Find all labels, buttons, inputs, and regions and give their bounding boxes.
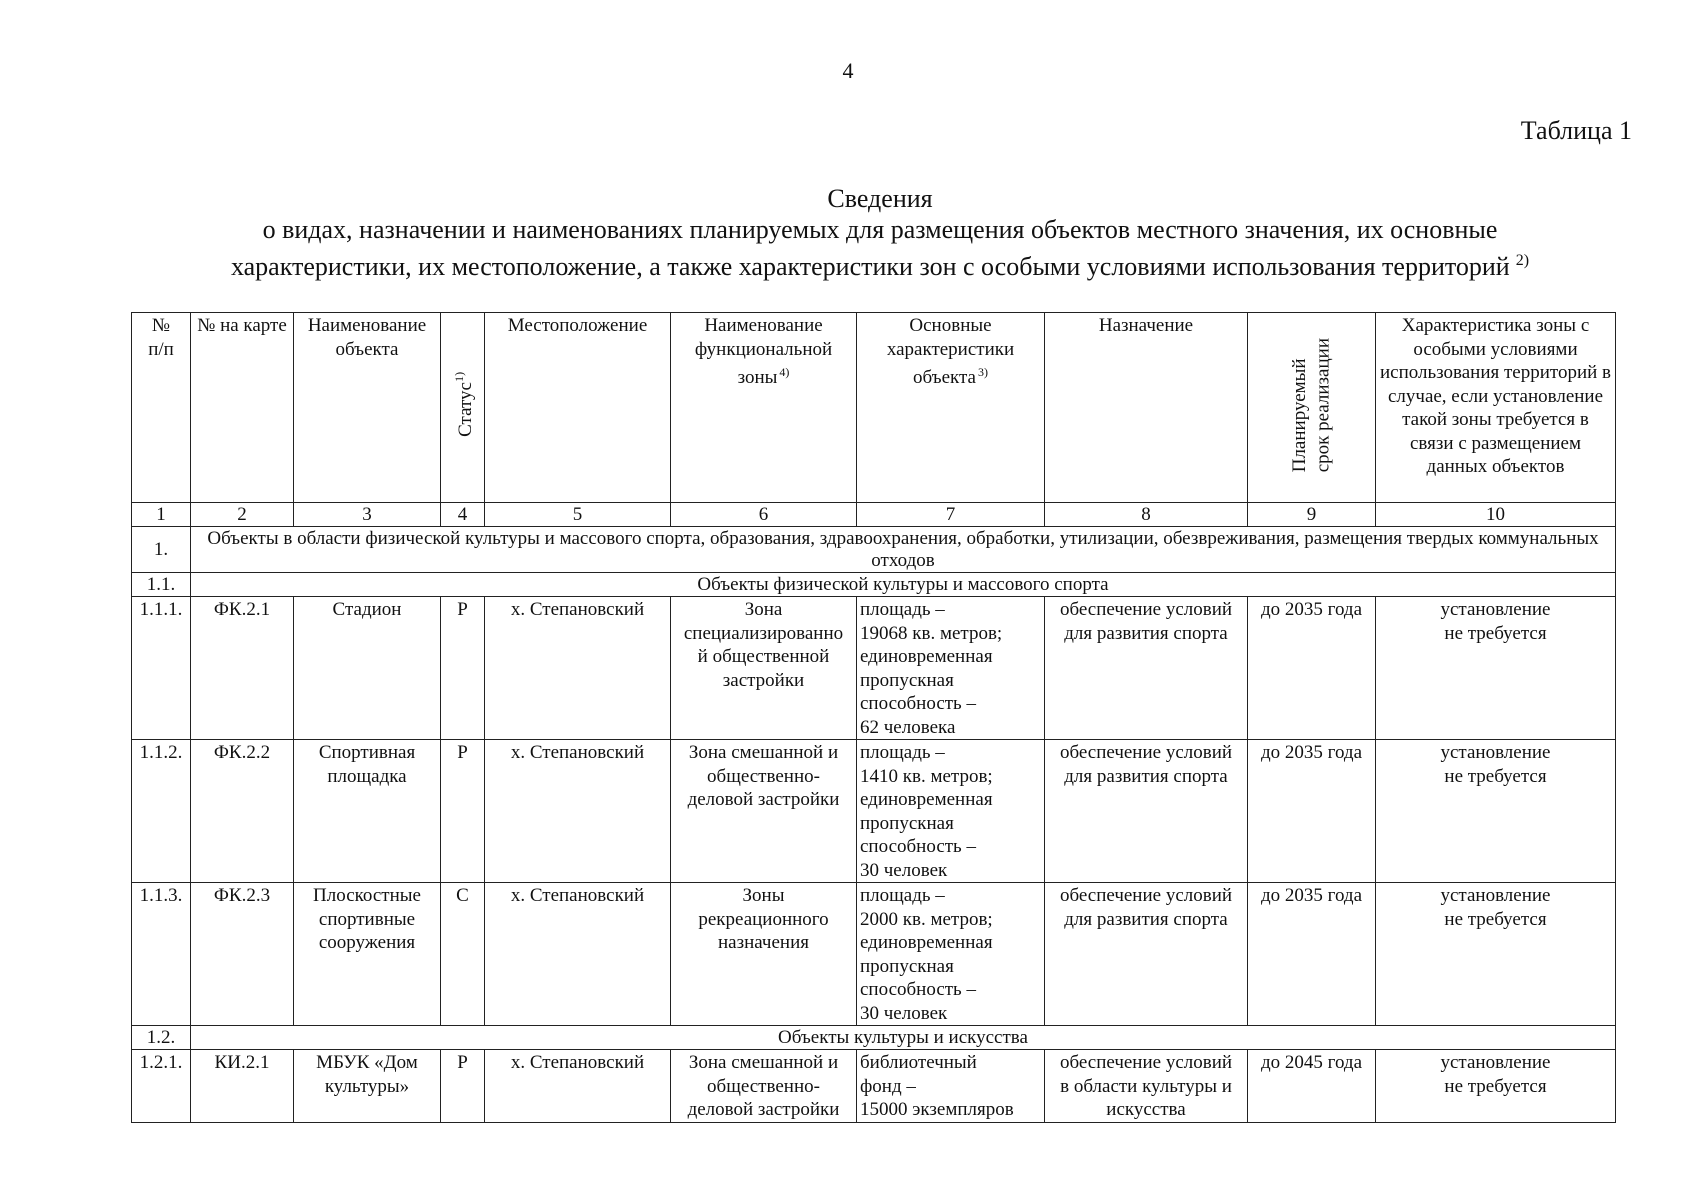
section-number: 1.1. [132, 573, 191, 597]
column-number: 5 [485, 503, 671, 527]
title-footnote: 2) [1515, 252, 1530, 269]
header-num: № п/п [132, 313, 191, 503]
purpose: обеспечение условий для развития спорта [1045, 597, 1248, 740]
term: до 2035 года [1248, 597, 1376, 740]
section-number: 1. [132, 527, 191, 573]
header-characteristics [857, 313, 1045, 503]
table-row [132, 883, 1616, 1026]
functional-zone: Зона специализированно й общественной застройки [671, 597, 857, 740]
zone-characteristic: установление не требуется [1376, 1050, 1616, 1123]
table-row [132, 597, 1616, 740]
status: С [441, 883, 485, 1026]
column-number: 1 [132, 503, 191, 527]
characteristics: площадь – 19068 кв. метров; единовременная пропускная способность – 62 человека [857, 597, 1045, 740]
column-number: 4 [441, 503, 485, 527]
characteristics: библиотечный фонд – 15000 экземпляров [857, 1050, 1045, 1123]
location: х. Степановский [485, 1050, 671, 1123]
header-status-sup: 1) [451, 372, 466, 383]
term: до 2035 года [1248, 740, 1376, 883]
purpose: обеспечение условий в области культуры и искусства [1045, 1050, 1248, 1123]
characteristics: площадь – 1410 кв. метров; единовременная пропускная способность – 30 человек [857, 740, 1045, 883]
header-purpose: Назначение [1045, 313, 1248, 503]
column-number: 3 [294, 503, 441, 527]
section-row [132, 527, 1616, 573]
functional-zone: Зоны рекреационного назначения [671, 883, 857, 1026]
header-status-text [448, 372, 478, 437]
zone-characteristic: установление не требуется [1376, 883, 1616, 1026]
subsection-row [132, 573, 1616, 597]
map-number: ФК.2.2 [191, 740, 294, 883]
document-title [120, 183, 1640, 282]
header-term [1248, 313, 1376, 503]
table-row [132, 740, 1616, 883]
column-number: 6 [671, 503, 857, 527]
map-number: КИ.2.1 [191, 1050, 294, 1123]
section-number: 1.2. [132, 1026, 191, 1050]
object-name: Плоскостные спортивные сооружения [294, 883, 441, 1026]
header-row [132, 313, 1616, 503]
column-number: 2 [191, 503, 294, 527]
header-object-name: Наименование объекта [294, 313, 441, 503]
header-status [441, 313, 485, 503]
page-number: 4 [842, 58, 854, 83]
object-name: Стадион [294, 597, 441, 740]
column-numbers-row [132, 503, 1616, 527]
column-number: 7 [857, 503, 1045, 527]
objects-table [131, 312, 1616, 1123]
object-name: Спортивная площадка [294, 740, 441, 883]
section-title: Объекты культуры и искусства [191, 1026, 1616, 1050]
table-row [132, 1050, 1616, 1123]
status: Р [441, 740, 485, 883]
header-zone-label: Наименование функциональной зоны [694, 315, 833, 388]
row-number: 1.1.2. [132, 740, 191, 883]
header-zone [671, 313, 857, 503]
row-number: 1.1.3. [132, 883, 191, 1026]
status: Р [441, 1050, 485, 1123]
column-number: 9 [1248, 503, 1376, 527]
header-zone-characteristic: Характеристика зоны с особыми условиями использования территорий в случае, если установление такой зоны требуется в связи с размещением данных объектов [1376, 313, 1616, 503]
row-number: 1.1.1. [132, 597, 191, 740]
header-status-label: Статус [454, 382, 476, 438]
table-label: Таблица 1 [1520, 116, 1632, 145]
header-characteristics-sup: 3) [977, 365, 988, 379]
status: Р [441, 597, 485, 740]
functional-zone: Зона смешанной и общественно- деловой застройки [671, 740, 857, 883]
characteristics: площадь – 2000 кв. метров; единовременная пропускная способность – 30 человек [857, 883, 1045, 1026]
column-number: 8 [1045, 503, 1248, 527]
object-name: МБУК «Дом культуры» [294, 1050, 441, 1123]
header-location: Местоположение [485, 313, 671, 503]
section-title: Объекты в области физической культуры и массового спорта, образования, здравоохранения, обработки, утилизации, обезвреживания, размещения твердых коммунальных отходов [191, 527, 1616, 573]
term: до 2045 года [1248, 1050, 1376, 1123]
title-line-2: о видах, назначении и наименованиях планируемых для размещения объектов местного значения, их основные [262, 215, 1498, 244]
section-title: Объекты физической культуры и массового спорта [191, 573, 1616, 597]
header-zone-sup: 4) [779, 365, 790, 379]
term: до 2035 года [1248, 883, 1376, 1026]
title-line-3 [120, 245, 1640, 282]
title-line-1: Сведения [827, 184, 933, 213]
zone-characteristic: установление не требуется [1376, 740, 1616, 883]
column-number: 10 [1376, 503, 1616, 527]
location: х. Степановский [485, 597, 671, 740]
row-number: 1.2.1. [132, 1050, 191, 1123]
functional-zone: Зона смешанной и общественно- деловой застройки [671, 1050, 857, 1123]
map-number: ФК.2.3 [191, 883, 294, 1026]
purpose: обеспечение условий для развития спорта [1045, 740, 1248, 883]
purpose: обеспечение условий для развития спорта [1045, 883, 1248, 1026]
header-map-num: № на карте [191, 313, 294, 503]
map-number: ФК.2.1 [191, 597, 294, 740]
header-term-text: Планируемый срок реализации [1289, 337, 1334, 472]
location: х. Степановский [485, 740, 671, 883]
location: х. Степановский [485, 883, 671, 1026]
subsection-row [132, 1026, 1616, 1050]
header-characteristics-label: Основные характеристики объекта [886, 315, 1015, 388]
zone-characteristic: установление не требуется [1376, 597, 1616, 740]
title-line-3-text: характеристики, их местоположение, а также характеристики зон с особыми условиями использования территорий [230, 252, 1510, 281]
